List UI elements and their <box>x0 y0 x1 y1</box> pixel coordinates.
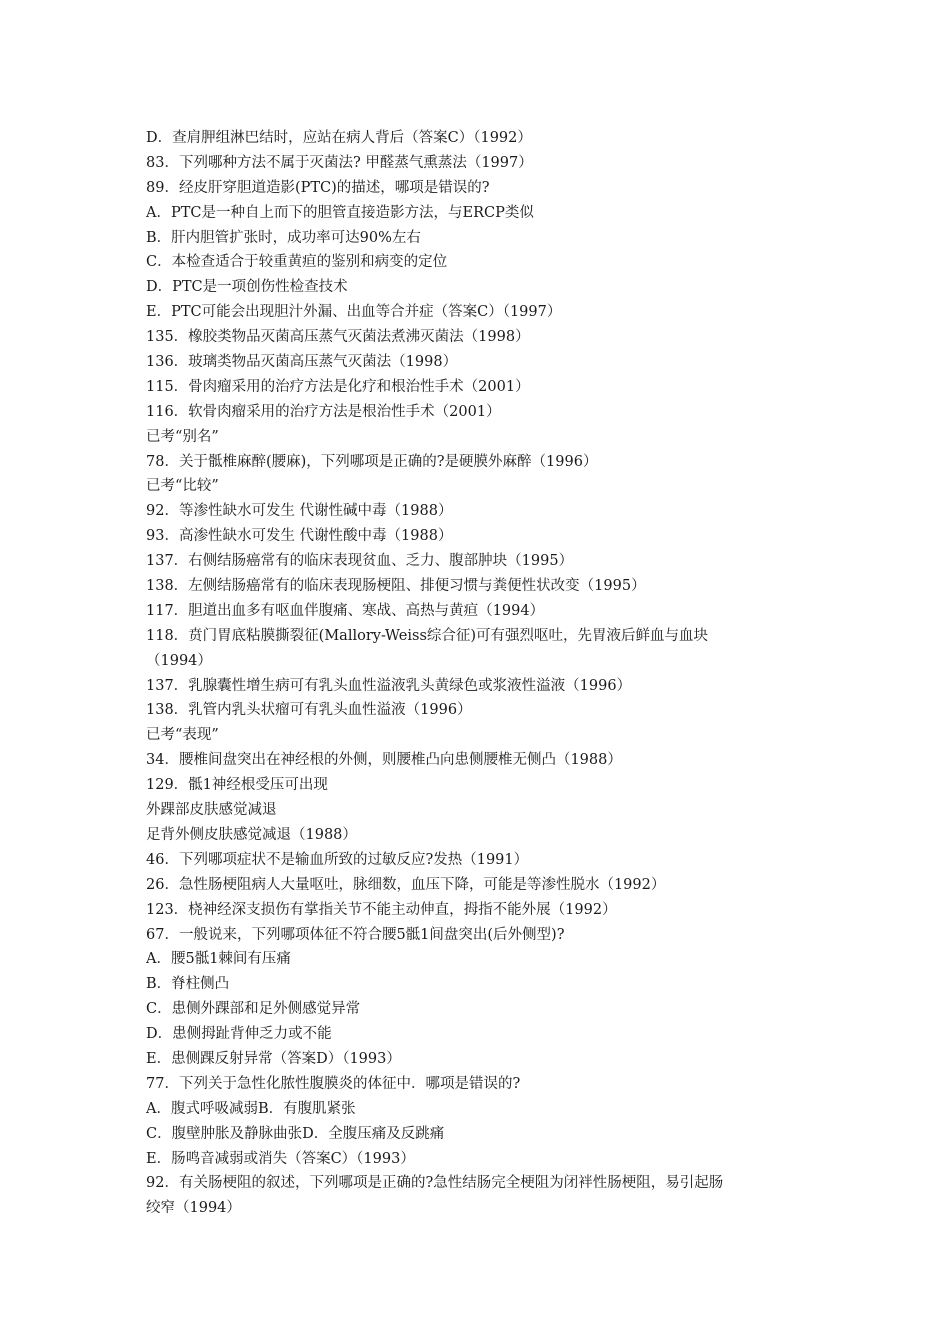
text-line: （1994） <box>146 652 212 669</box>
text-line: C．腹壁肿胀及静脉曲张D．全腹压痛及反跳痛 <box>146 1125 445 1142</box>
text-line: 136．玻璃类物品灭菌高压蒸气灭菌法（1998） <box>146 354 458 371</box>
text-line: 34．腰椎间盘突出在神经根的外侧，则腰椎凸向患侧腰椎无侧凸（1988） <box>146 752 622 769</box>
text-line: 118．贲门胃底粘膜撕裂征(Mallory-Weiss综合征)可有强烈呕吐，先胃液后鲜血与血块 <box>146 627 709 644</box>
text-line: 137．乳腺囊性增生病可有乳头血性溢液乳头黄绿色或浆液性溢液（1996） <box>146 677 632 694</box>
text-line: D．患侧拇趾背伸乏力或不能 <box>146 1026 332 1043</box>
text-line: 外踝部皮肤感觉减退 <box>146 802 277 819</box>
section-heading: 已考“别名” <box>146 428 219 445</box>
text-line: 83．下列哪种方法不属于灭菌法? 甲醛蒸气熏蒸法（1997） <box>146 154 533 171</box>
text-line: 足背外侧皮肤感觉减退（1988） <box>146 826 357 843</box>
text-line: 92．等渗性缺水可发生 代谢性碱中毒（1988） <box>146 503 453 520</box>
section-heading: 已考“表现” <box>146 727 219 744</box>
text-line: 绞窄（1994） <box>146 1200 241 1217</box>
text-line: 138．左侧结肠癌常有的临床表现肠梗阻、排便习惯与粪便性状改变（1995） <box>146 578 646 595</box>
text-line: 89．经皮肝穿胆道造影(PTC)的描述，哪项是错误的? <box>146 179 490 196</box>
text-line: C．本检查适合于较重黄疸的鉴别和病变的定位 <box>146 254 448 271</box>
text-line: E．肠鸣音减弱或消失（答案C）（1993） <box>146 1150 415 1167</box>
text-line: C．患侧外踝部和足外侧感觉异常 <box>146 1001 361 1018</box>
text-line: A．腰5骶1棘间有压痛 <box>146 951 291 968</box>
text-line: 26．急性肠梗阻病人大量呕吐，脉细数，血压下降，可能是等渗性脱水（1992） <box>146 876 666 893</box>
text-line: 116．软骨肉瘤采用的治疗方法是根治性手术（2001） <box>146 403 501 420</box>
text-line: 123．桡神经深支损伤有掌指关节不能主动伸直，拇指不能外展（1992） <box>146 901 617 918</box>
text-line: 67．一般说来，下列哪项体征不符合腰5骶1间盘突出(后外侧型)? <box>146 926 565 943</box>
text-line: 137．右侧结肠癌常有的临床表现贫血、乏力、腹部肿块（1995） <box>146 553 574 570</box>
text-line: E．患侧踝反射异常（答案D）（1993） <box>146 1050 401 1067</box>
text-line: 138．乳管内乳头状瘤可有乳头血性溢液（1996） <box>146 702 472 719</box>
section-heading: 已考“比较” <box>146 478 219 495</box>
text-line: E．PTC可能会出现胆汁外漏、出血等合并症（答案C）（1997） <box>146 304 562 321</box>
text-line: D．PTC是一项创伤性检查技术 <box>146 279 348 296</box>
text-line: 77．下列关于急性化脓性腹膜炎的体征中．哪项是错误的? <box>146 1075 521 1092</box>
text-line: A．腹式呼吸减弱B．有腹肌紧张 <box>146 1100 356 1117</box>
text-line: 46．下列哪项症状不是输血所致的过敏反应?发热（1991） <box>146 851 529 868</box>
text-line: 92．有关肠梗阻的叙述，下列哪项是正确的?急性结肠完全梗阻为闭袢性肠梗阻，易引起肠 <box>146 1175 724 1192</box>
text-line: A．PTC是一种自上而下的胆管直接造影方法，与ERCP类似 <box>146 204 534 221</box>
text-line: B．肝内胆管扩张时，成功率可达90%左右 <box>146 229 421 246</box>
text-line: B．脊柱侧凸 <box>146 976 230 993</box>
text-line: 117．胆道出血多有呕血伴腹痛、寒战、高热与黄疸（1994） <box>146 602 545 619</box>
text-line: D．查肩胛组淋巴结时，应站在病人背后（答案C）（1992） <box>146 130 532 146</box>
text-line: 129．骶1神经根受压可出现 <box>146 777 328 794</box>
text-line: 115．骨肉瘤采用的治疗方法是化疗和根治性手术（2001） <box>146 378 530 395</box>
text-line: 93．高渗性缺水可发生 代谢性酸中毒（1988） <box>146 528 453 545</box>
text-line: 78．关于骶椎麻醉(腰麻)，下列哪项是正确的?是硬膜外麻醉（1996） <box>146 453 598 470</box>
text-line: 135．橡胶类物品灭菌高压蒸气灭菌法煮沸灭菌法（1998） <box>146 329 530 346</box>
document-body <box>146 126 826 1221</box>
